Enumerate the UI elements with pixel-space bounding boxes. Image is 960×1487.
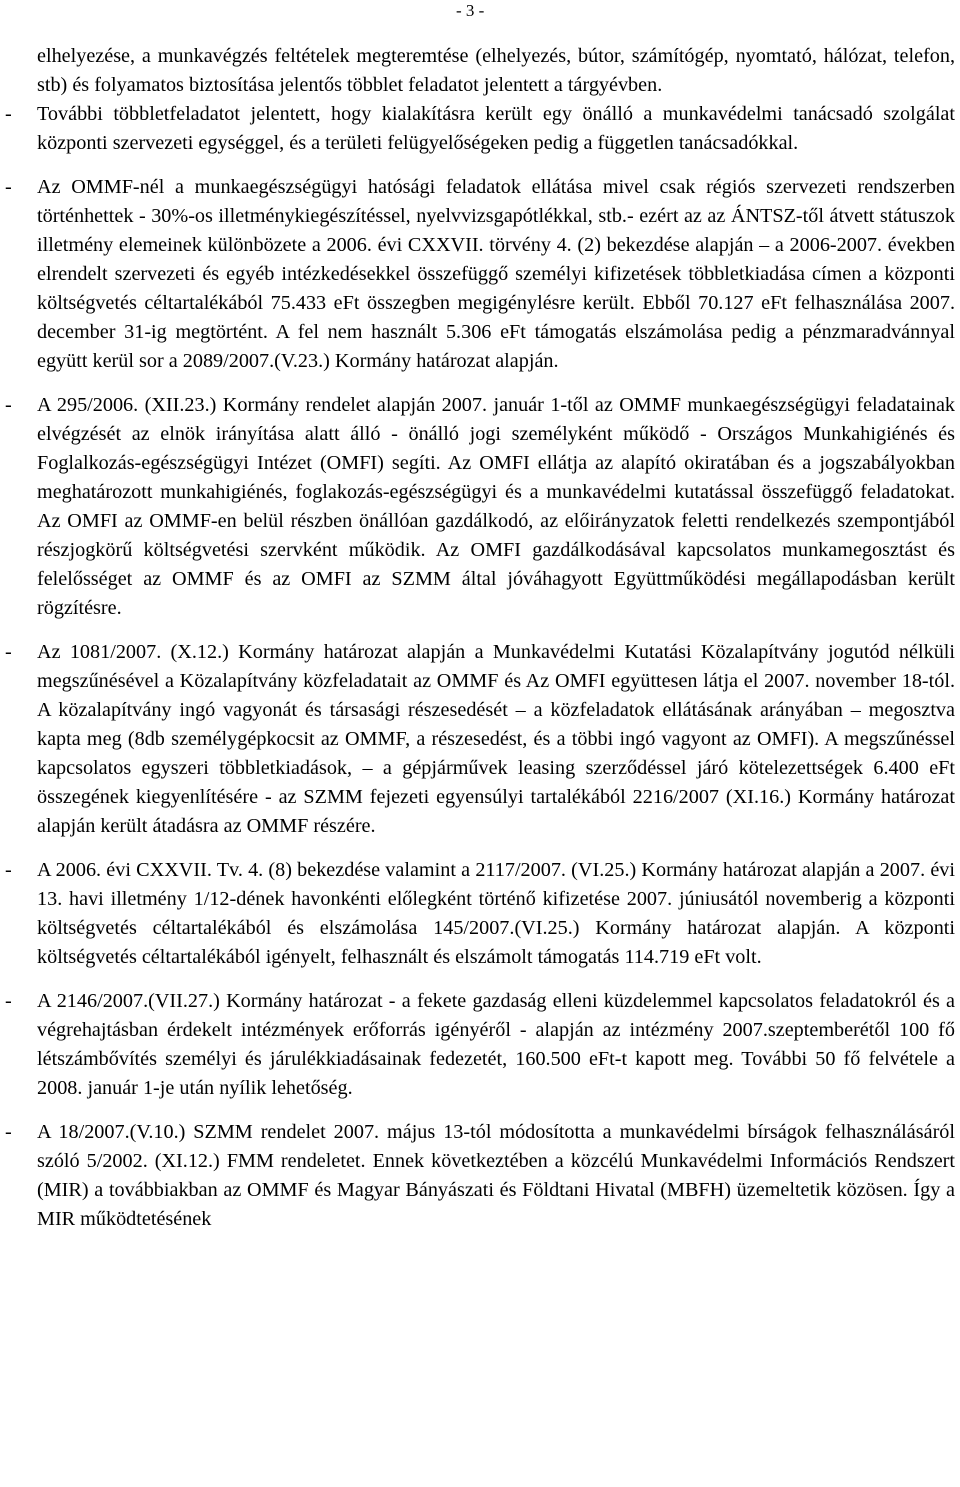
list-item-text: További többletfeladatot jelentett, hogy kialakításra került egy önálló a munkavédelmi tanácsadó szolgálat központi szervezeti egységgel, és a területi felügyelőségeken pedig a független tanácsadókkal. (37, 103, 955, 154)
bullet-dash: - (5, 394, 12, 416)
list-item-text: Az OMMF-nél a munkaegészségügyi hatósági feladatok ellátása mivel csak régiós szervezeti rendszerben történhettek - 30%-os illetménykiegészítéssel, nyelvvizsgapótlékkal, stb.- ezért az az ÁNTSZ-től átvett státuszok illetmény elemeinek különbözete a 2006. évi CXXVII. törvény 4. (2) bekezdése alapján – a 2006-2007. években elrendelt szervezeti és egyéb intézkedésekkel összefüggő személyi kifizetések többletkiadása címen a központi költségvetés céltartalékából 75.433 eFt összegben megigénylésre került. Ebből 70.127 eFt felhasználása 2007. december 31-ig megtörtént. A fel nem használt 5.306 eFt támogatás elszámolása pedig a pénzmaradvánnyal együtt kerül sor a 2089/2007.(V.23.) Kormány határozat alapján. (37, 176, 955, 372)
continuation-paragraph: elhelyezése, a munkavégzés feltételek megteremtése (elhelyezés, bútor, számítógép, nyomtató, hálózat, telefon, stb) és folyamatos biztosítása jelentős többlet feladatot jelentett a tárgyévben. (37, 45, 955, 96)
list-item-text: A 2146/2007.(VII.27.) Kormány határozat - a fekete gazdaság elleni küzdelemmel kapcsolatos feladatokról és a végrehajtásban érdekelt intézmények erőforrás igényéről - alapján az intézmény 2007.szeptemberétől 100 fő létszámbővítés személyi és járulékkiadásainak fedezetét, 160.500 eFt-t kapott meg. További 50 fő felvétele a 2008. január 1-je után nyílik lehetőség. (37, 990, 955, 1099)
document-body (0, 42, 960, 1234)
bullet-dash: - (5, 641, 12, 663)
bullet-dash: - (5, 990, 12, 1012)
bullet-dash: - (5, 1121, 12, 1143)
list-item (0, 1118, 960, 1234)
list-item (0, 638, 960, 841)
list-item (0, 173, 960, 376)
bullet-dash: - (5, 176, 12, 198)
list-item (0, 100, 960, 158)
list-item (0, 987, 960, 1103)
list-item (0, 391, 960, 623)
list-item (0, 856, 960, 972)
bullet-dash: - (5, 103, 12, 125)
list-item-text: A 18/2007.(V.10.) SZMM rendelet 2007. május 13-tól módosította a munkavédelmi bírságok felhasználásáról szóló 5/2002. (XI.12.) FMM rendeletet. Ennek következtében a közcélú Munkavédelmi Információs Rendszert (MIR) a továbbiakban az OMMF és Magyar Bányászati és Földtani Hivatal (MBFH) üzemeltetik közösen. Így a MIR működtetésének (37, 1121, 955, 1230)
list-item-text: A 295/2006. (XII.23.) Kormány rendelet alapján 2007. január 1-től az OMMF munkaegészségügyi feladatainak elvégzését az elnök irányítása alatt álló - önálló jogi személyként működő - Országos Munkahigiénés és Foglalkozás-egészségügyi Intézet (OMFI) segíti. Az OMFI ellátja az alapító okiratában és a jogszabályokban meghatározott munkahigiénés, foglakozás-egészségügyi és a munkavédelmi kutatással összefüggő feladatokat. Az OMFI az OMMF-en belül részben önállóan gazdálkodó, az előirányzatok feletti rendelkezés szempontjából részjogkörű költségvetési szervként működik. Az OMFI gazdálkodásával kapcsolatos munkamegosztást és felelősséget az OMMF és az OMFI az SZMM által jóváhagyott Együttműködési megállapodásban került rögzítésre. (37, 394, 955, 619)
list-item-text: A 2006. évi CXXVII. Tv. 4. (8) bekezdése valamint a 2117/2007. (VI.25.) Kormány határozat alapján a 2007. évi 13. havi illetmény 1/12-dének havonkénti előlegként történő kifizetése 2007. júniusától novemberig a központi költségvetés céltartalékából és elszámolása 145/2007.(VI.25.) Kormány határozat alapján. A központi költségvetés céltartalékából igényelt, felhasznált és elszámolt támogatás 114.719 eFt volt. (37, 859, 955, 968)
bullet-dash: - (5, 859, 12, 881)
list-item-text: Az 1081/2007. (X.12.) Kormány határozat alapján a Munkavédelmi Kutatási Közalapítvány jogutód nélküli megszűnésével a Közalapítvány közfeladatait az OMMF és Az OMFI együttesen látja el 2007. november 18-tól. A közalapítvány ingó vagyonát és társasági részesedését – a közfeladatok ellátásának arányában – megosztva kapta meg (8db személygépkocsit az OMMF, a részesedést, és a többi ingó vagyont az OMFI). A megszűnéssel kapcsolatos egyszeri többletkiadások, – a gépjárművek leasing szerződéssel járó kötelezettségek 6.400 eFt összegének kiegyenlítésére - az SZMM fejezeti egyensúlyi tartalékából 2216/2007 (XI.16.) Kormány határozat alapján került átadásra az OMMF részére. (37, 641, 955, 837)
page-number: - 3 - (456, 1, 485, 20)
